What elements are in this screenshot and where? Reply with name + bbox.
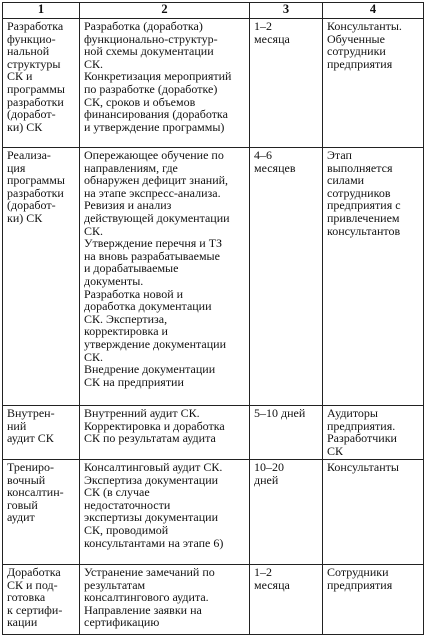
executors-cell [323, 148, 424, 406]
activity-item: Консалтинговый аудит СК. [84, 460, 223, 474]
activity-item: Устранение замечаний по результатам консалтингового аудита. [84, 565, 215, 605]
activities-cell [80, 19, 250, 148]
activity-item: Ревизия и анализ действующей документации СК. [84, 198, 230, 238]
executors-text: Этап выполняется силами сотрудников предприятия с привлечением консультантов [327, 148, 401, 238]
table-row [3, 148, 424, 406]
duration-text: 1–2 месяца [254, 565, 290, 592]
activity-item: Направление заявки на сертификацию [84, 602, 202, 630]
duration-text: 10–20 дней [254, 460, 284, 487]
column-header-1: 1 [3, 3, 80, 19]
stage-cell [3, 19, 80, 148]
activities-cell [80, 406, 250, 460]
column-header-2: 2 [80, 3, 250, 19]
duration-cell [250, 565, 323, 635]
activity-item: Внутренний аудит СК. [84, 406, 200, 420]
table-row [3, 19, 424, 148]
executors-text: Аудиторы предприятия. Разработчики СК [327, 406, 397, 458]
column-header-3: 3 [250, 3, 323, 19]
executors-text: Консультанты. Обученные сотрудники предприятия [327, 19, 402, 71]
stage-text: Доработка СК и под- готовка к сертифи- кации [7, 565, 63, 630]
executors-cell [323, 406, 424, 460]
duration-cell [250, 148, 323, 406]
executors-cell [323, 460, 424, 565]
executors-text: Консультанты [327, 460, 399, 474]
activity-item: Внедрение документации СК на предприятии [84, 362, 216, 389]
activity-item: Опережающее обучение по направлениям, где обнаружен дефицит знаний, на этапе экспресс-анализа. [84, 148, 229, 200]
column-header-4: 4 [323, 3, 424, 19]
stage-text: Трениро- вочный консалтин- говый аудит [7, 460, 64, 525]
activities-cell [80, 565, 250, 635]
header-row [3, 3, 424, 19]
duration-text: 4–6 месяцев [254, 148, 296, 175]
stage-text: Разработка функцио- нальной структуры СК и программы разработки (доработ- ки) СК [7, 19, 65, 134]
executors-cell [323, 19, 424, 148]
duration-cell [250, 19, 323, 148]
activity-item: Разработка (доработка) функционально-структур- ной схемы документации СК. [84, 19, 218, 71]
stage-cell [3, 148, 80, 406]
stage-text: Реализа- ция программы разработки (доработ- ки) СК [7, 148, 65, 225]
stage-text: Внутрен- ний аудит СК [7, 406, 55, 446]
stage-cell [3, 460, 80, 565]
stage-cell [3, 406, 80, 460]
activity-item: Утверждение перечня и ТЗ на вновь разрабатываемые и дорабатываемые документы. [84, 236, 223, 288]
duration-cell [250, 460, 323, 565]
duration-text: 5–10 дней [254, 406, 306, 420]
activities-cell [80, 460, 250, 565]
table-row [3, 565, 424, 635]
stages-table [2, 2, 424, 635]
table-row [3, 460, 424, 565]
activity-item: Экспертиза документации СК (в случае недостаточности экспертизы документации СК, проводимой консультантами на этапе 6) [84, 472, 224, 550]
stage-cell [3, 565, 80, 635]
executors-cell [323, 565, 424, 635]
executors-text: Сотрудники предприятия [327, 565, 393, 592]
table-row [3, 406, 424, 460]
activity-item: Разработка новой и доработка документации СК. Экспертиза, корректировка и утверждение документации СК. [84, 286, 226, 364]
duration-cell [250, 406, 323, 460]
duration-text: 1–2 месяца [254, 19, 290, 46]
activity-item: Конкретизация мероприятий по разработке (доработке) СК, сроков и объемов финансирования (доработка и утверждение программы) [84, 69, 232, 134]
activities-cell [80, 148, 250, 406]
activity-item: Корректировка и доработка СК по результатам аудита [84, 418, 225, 446]
